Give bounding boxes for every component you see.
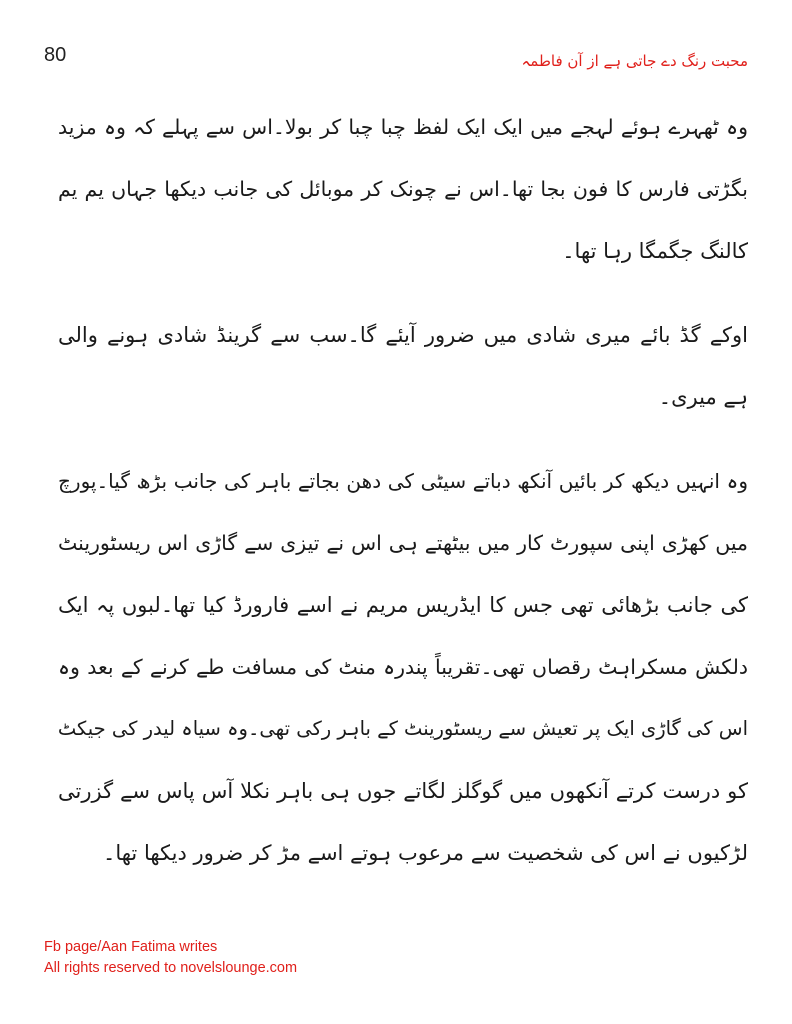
text-line: ہے میری۔: [658, 385, 748, 409]
text-line: وہ انہیں دیکھ کر بائیں آنکھ دباتے سیٹی کی دھن بجاتے باہر کی جانب بڑھ گیا۔پورچ: [58, 469, 748, 493]
text-line: لڑکیوں نے اس کی شخصیت سے مرعوب ہوتے اسے مڑ کر ضرور دیکھا تھا۔: [103, 841, 748, 865]
running-header: محبت رنگ دے جاتی ہے از آن فاطمہ: [521, 52, 748, 70]
text-line: دلکش مسکراہٹ رقصاں تھی۔تقریباً پندرہ منٹ کی مسافت طے کرنے کے بعد وہ: [58, 655, 748, 679]
footer-credits: [44, 937, 297, 979]
text-line: کی جانب بڑھائی تھی جس کا ایڈریس مریم نے اسے فارورڈ کیا تھا۔لبوں پہ ایک: [58, 593, 748, 617]
text-line: بگڑتی فارس کا فون بجا تھا۔اس نے چونک کر موبائل کی جانب دیکھا جہاں یم یم: [58, 177, 748, 201]
paragraph: [58, 96, 748, 282]
text-line: اس کی گاڑی ایک پر تعیش سے ریسٹورینٹ کے باہر رکی تھی۔وہ سیاہ لیدر کی جیکٹ: [58, 717, 748, 740]
text-line: وہ ٹھہرے ہوئے لہجے میں ایک ایک لفظ چبا چبا کر بولا۔اس سے پہلے کہ وہ مزید: [58, 115, 748, 139]
story-body: [58, 96, 748, 906]
footer-rights: All rights reserved to novelslounge.com: [44, 960, 298, 976]
paragraph: [58, 450, 748, 884]
paragraph: [58, 304, 748, 428]
text-line: کو درست کرتے آنکھوں میں گوگلز لگاتے جوں ہی باہر نکلا آس پاس سے گزرتی: [58, 779, 748, 803]
text-line: میں کھڑی اپنی سپورٹ کار میں بیٹھتے ہی اس نے تیزی سے گاڑی اس ریسٹورینٹ: [58, 531, 748, 555]
page-number: 80: [44, 44, 67, 66]
text-line: اوکے گڈ بائے میری شادی میں ضرور آیئے گا۔سب سے گرینڈ شادی ہونے والی: [58, 323, 748, 347]
footer-fb-page: Fb page/Aan Fatima writes: [44, 939, 218, 955]
text-line: کالنگ جگمگا رہا تھا۔: [562, 239, 748, 263]
